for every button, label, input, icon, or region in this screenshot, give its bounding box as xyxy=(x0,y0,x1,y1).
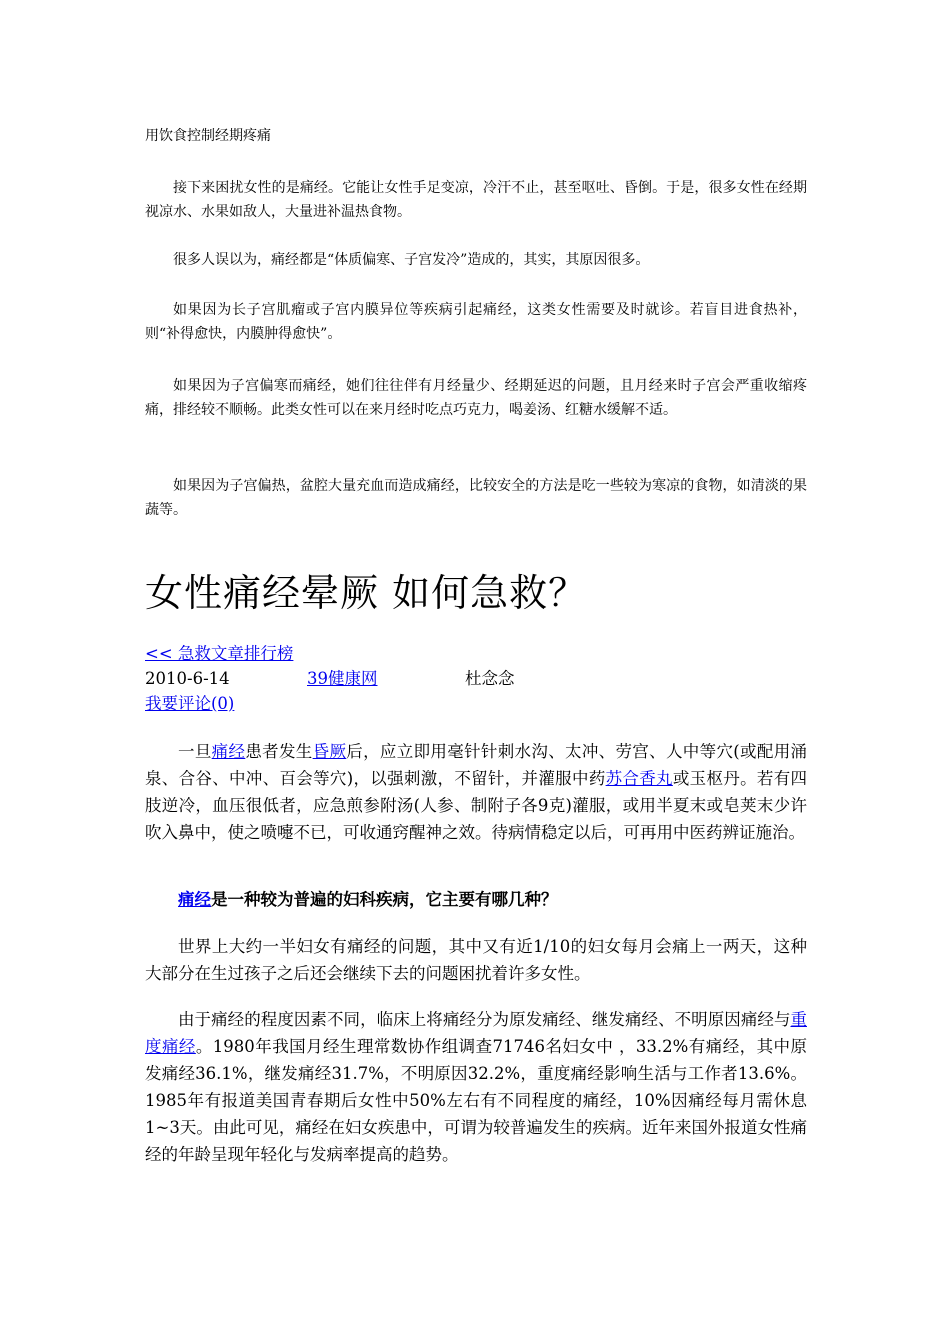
ranking-list-link[interactable]: << 急救文章排行榜 xyxy=(145,644,294,663)
publish-date: 2010-6-14 xyxy=(145,669,230,688)
text-span: 由于痛经的程度因素不同，临床上将痛经分为原发痛经、继发痛经、不明原因痛经与 xyxy=(178,1010,791,1029)
text-span: 或玉枢丹。若有四肢逆冷，血压很低者，应急煎参附汤(人参、制附子各9克)灌服，或用半夏末或皂荚末少许吹入鼻中，使之喷嚏不已，可收通窍醒神之效。待病情稳定以后，可再用中医药辨证施治。 xyxy=(145,769,808,842)
text-span: 一旦 xyxy=(178,742,212,761)
paragraph: 接下来困扰女性的是痛经。它能让女性手足变凉，冷汗不止，甚至呕吐、昏倒。于是，很多女性在经期视凉水、水果如敌人，大量进补温热食物。 xyxy=(145,180,807,220)
paragraph: 世界上大约一半妇女有痛经的问题，其中又有近1/10的妇女每月会痛上一两天，这种大部分在生过孩子之后还会继续下去的问题困扰着许多女性。 xyxy=(145,937,807,983)
article-title: 女性痛经晕厥 如何急救？ xyxy=(145,571,588,615)
sub-heading xyxy=(145,886,807,913)
paragraph xyxy=(145,1006,807,1168)
paragraph: 如果因为子宫偏热，盆腔大量充血而造成痛经，比较安全的方法是吃一些较为寒凉的食物，如清淡的果蔬等。 xyxy=(145,478,807,518)
sub-heading-text: 是一种较为普遍的妇科疾病，它主要有哪几种？ xyxy=(211,890,558,909)
paragraph: 如果因为长子宫肌瘤或子宫内膜异位等疾病引起痛经，这类女性需要及时就诊。若盲目进食热补，则“补得愈快，内膜肿得愈快”。 xyxy=(145,302,807,342)
paragraph: 如果因为子宫偏寒而痛经，她们往往伴有月经量少、经期延迟的问题，且月经来时子宫会严重收缩疼痛，排经较不顺畅。此类女性可以在来月经时吃点巧克力，喝姜汤、红糖水缓解不适。 xyxy=(145,378,807,418)
paragraph xyxy=(145,738,807,846)
text-span: 后，应立即用毫针针刺水沟、太冲、劳宫、人中等穴(或配用涌泉、合谷、中冲、百会等穴)，以强刺激，不留针，并灌服中药 xyxy=(145,742,808,788)
comment-link[interactable]: 我要评论(0) xyxy=(145,694,235,713)
section-title: 用饮食控制经期疼痛 xyxy=(145,128,271,144)
keyword-link-dysmenorrhea[interactable]: 痛经 xyxy=(178,890,211,909)
text-span: 患者发生 xyxy=(245,742,313,761)
keyword-link-dysmenorrhea[interactable]: 痛经 xyxy=(211,742,246,761)
author-name: 杜念念 xyxy=(465,669,515,688)
comment-row xyxy=(145,692,234,716)
keyword-link-severe-dysmenorrhea[interactable]: 重度痛经 xyxy=(145,1010,807,1056)
keyword-link-syncope[interactable]: 昏厥 xyxy=(312,742,347,761)
source-link[interactable]: 39健康网 xyxy=(307,669,378,688)
keyword-link-suhexiang-pill[interactable]: 苏合香丸 xyxy=(605,769,673,788)
paragraph: 很多人误以为，痛经都是“体质偏寒、子宫发冷”造成的，其实，其原因很多。 xyxy=(173,252,650,268)
text-span: 。1980年我国月经生理常数协作组调查71746名妇女中 ，33.2%有痛经，其中原发痛经36.1%，继发痛经31.7%，不明原因32.2%，重度痛经影响生活与工作者13.6%。1985年有报道美国青春期后女性中50%左右有不同程度的痛经，10%因痛经每月需休息1~3天。由此可见，痛经在妇女疾患中，可谓为较普遍发生的疾病。近年来国外报道女性痛经的年龄呈现年轻化与发病率提高的趋势。 xyxy=(145,1037,807,1164)
back-link-row xyxy=(145,642,293,666)
